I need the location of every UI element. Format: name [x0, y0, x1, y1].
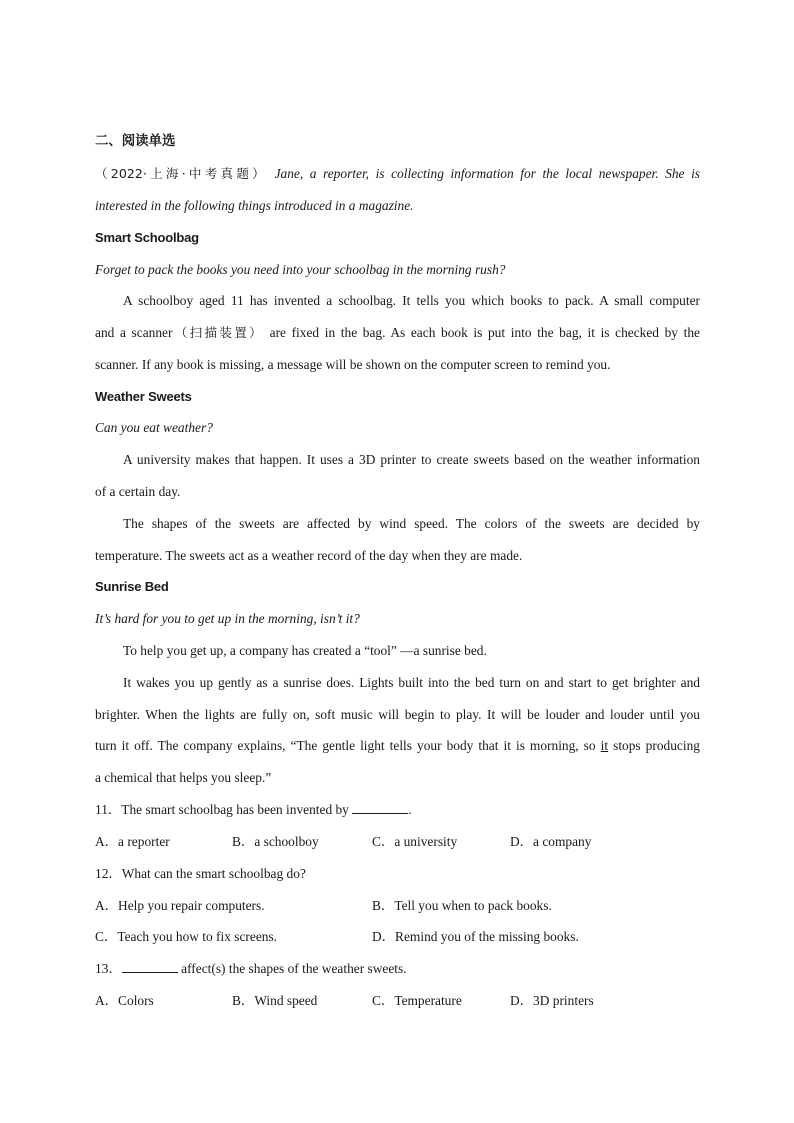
- question-13-number: 13．: [95, 961, 122, 976]
- option-11-a[interactable]: A．a reporter: [95, 834, 170, 849]
- answer-blank[interactable]: [352, 801, 408, 814]
- bed-p2-line-4: a chemical that helps you sleep.”: [95, 770, 272, 785]
- bed-p2-line-3-a: turn it off. The company explains, “The gentle light tells your body that it is morning, so: [95, 738, 596, 753]
- intro-text-1: Jane, a reporter, is collecting information for the local newspaper. She is: [274, 166, 700, 181]
- article-question-schoolbag: Forget to pack the books you need into your schoolbag in the morning rush?: [95, 262, 506, 277]
- article-question-sweets: Can you eat weather?: [95, 420, 213, 435]
- schoolbag-line-2-b: are fixed in the bag. As each book is put into the bag, it is checked by the: [269, 325, 700, 340]
- article-title-bed: Sunrise Bed: [95, 579, 169, 594]
- answer-blank[interactable]: [122, 960, 178, 973]
- schoolbag-line-1: A schoolboy aged 11 has invented a schoolbag. It tells you which books to pack. A small computer: [123, 293, 700, 308]
- bed-p2-line-2: brighter. When the lights are fully on, soft music will begin to play. It will be louder and louder until you: [95, 707, 700, 722]
- question-13: [95, 960, 407, 978]
- question-11-number: 11．: [95, 802, 122, 817]
- question-13-stem: affect(s) the shapes of the weather sweets.: [181, 961, 407, 976]
- intro-line-1: [95, 165, 700, 183]
- question-12: [95, 865, 306, 883]
- question-12-number: 12．: [95, 866, 122, 881]
- section-title: 二、阅读单选: [95, 134, 176, 149]
- option-13-c[interactable]: C．Temperature: [372, 993, 462, 1008]
- question-source: （2022·上海·中考真题）: [95, 166, 268, 181]
- option-11-b[interactable]: B．a schoolboy: [232, 834, 319, 849]
- sweets-p1-line-1: A university makes that happen. It uses a 3D printer to create sweets based on the weather information: [123, 452, 700, 467]
- bed-p2-line-3-b: stops producing: [613, 738, 700, 753]
- bed-p2-line-3: [95, 737, 700, 755]
- option-11-c[interactable]: C．a university: [372, 834, 458, 849]
- sweets-p1-line-2: of a certain day.: [95, 484, 181, 499]
- question-11-stem: The smart schoolbag has been invented by: [121, 802, 349, 817]
- question-11-end: .: [408, 802, 412, 817]
- option-13-a[interactable]: A．Colors: [95, 993, 154, 1008]
- schoolbag-line-2-a: and a scanner: [95, 325, 173, 340]
- option-11-d[interactable]: D．a company: [510, 834, 592, 849]
- option-13-d[interactable]: D．3D printers: [510, 993, 594, 1008]
- option-12-d[interactable]: D．Remind you of the missing books.: [372, 929, 579, 944]
- schoolbag-line-2: [95, 324, 700, 342]
- article-question-bed: It’s hard for you to get up in the morning, isn’t it?: [95, 611, 360, 626]
- sweets-p2-line-1: The shapes of the sweets are affected by wind speed. The colors of the sweets are decided by: [123, 516, 700, 531]
- question-12-stem: What can the smart schoolbag do?: [121, 866, 306, 881]
- article-title-schoolbag: Smart Schoolbag: [95, 230, 199, 245]
- option-12-a[interactable]: A．Help you repair computers.: [95, 898, 265, 913]
- question-11: [95, 801, 412, 819]
- schoolbag-line-3: scanner. If any book is missing, a message will be shown on the computer screen to remind you.: [95, 357, 611, 372]
- underlined-it: it: [600, 738, 609, 753]
- scanner-annotation: （扫描装置）: [172, 325, 264, 340]
- bed-p1: To help you get up, a company has created a “tool” —a sunrise bed.: [123, 643, 487, 658]
- option-13-b[interactable]: B．Wind speed: [232, 993, 318, 1008]
- sweets-p2-line-2: temperature. The sweets act as a weather record of the day when they are made.: [95, 548, 523, 563]
- option-12-c[interactable]: C．Teach you how to fix screens.: [95, 929, 278, 944]
- bed-p2-line-1: It wakes you up gently as a sunrise does. Lights built into the bed turn on and start to get brighter and: [123, 675, 700, 690]
- intro-line-2: interested in the following things introduced in a magazine.: [95, 198, 414, 213]
- option-12-b[interactable]: B．Tell you when to pack books.: [372, 898, 552, 913]
- article-title-sweets: Weather Sweets: [95, 389, 192, 404]
